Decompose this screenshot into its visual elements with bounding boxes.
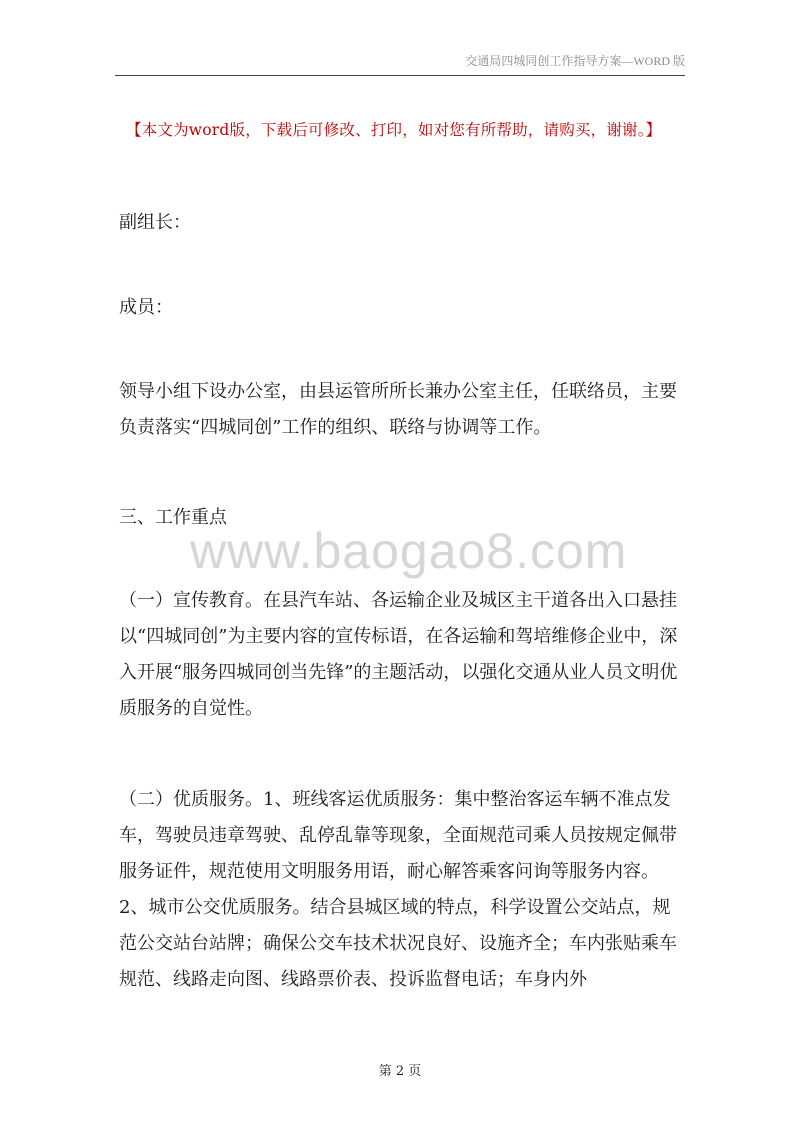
publicity-education-paragraph: （一）宣传教育。在县汽车站、各运输企业及城区主干道各出入口悬挂以“四城同创”为主要内容的宣传标语，在各运输和驾培维修企业中，深入开展“服务四城同创当先锋”的主题活动，以强化交通从业人员文明优质服务的自觉性。: [119, 590, 678, 719]
purchase-notice: 【本文为word版，下载后可修改、打印，如对您有所帮助，请购买，谢谢。】: [126, 121, 662, 139]
office-paragraph: 领导小组下设办公室，由县运管所所长兼办公室主任，任联络员，主要负责落实“四城同创”工作的组织、联络与协调等工作。: [119, 381, 677, 438]
watermark-text: www.baogao8.com: [190, 523, 628, 579]
deputy-leader-line: 副组长：: [119, 212, 191, 233]
page-header-title: 交通局四城同创工作指导方案—WORD 版: [465, 54, 685, 68]
members-line: 成员：: [119, 297, 173, 318]
header-divider: [115, 75, 685, 76]
quality-service-paragraph: （二）优质服务。1、班线客运优质服务：集中整治客运车辆不准点发车，驾驶员违章驾驶、乱停乱靠等现象，全面规范司乘人员按规定佩带服务证件，规范使用文明服务用语，耐心解答乘客问询等服务内容。2、城市公交优质服务。结合县城区域的特点，科学设置公交站点，规范公交站台站牌；确保公交车技术状况良好、设施齐全；车内张贴乘车规范、线路走向图、线路票价表、投诉监督电话；车身内外: [119, 789, 677, 990]
section-heading-work-focus: 三、工作重点: [119, 507, 227, 528]
page-number: 第 2 页: [378, 1064, 422, 1079]
